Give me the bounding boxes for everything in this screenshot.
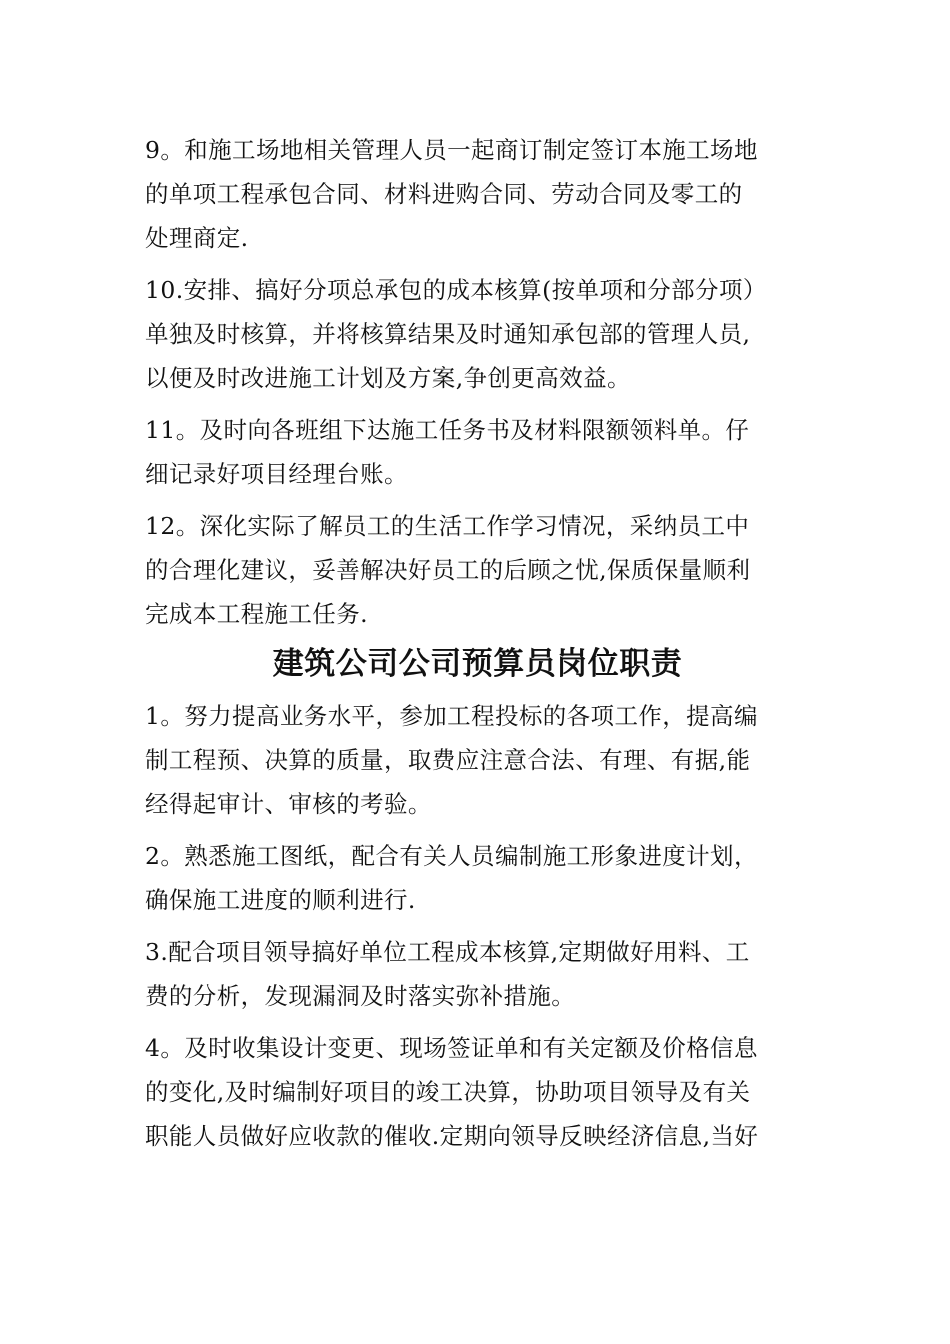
list-item-2 bbox=[145, 834, 810, 922]
list-item-4 bbox=[145, 1026, 810, 1158]
list-item-9 bbox=[145, 128, 810, 260]
list-item-1 bbox=[145, 694, 810, 826]
text-line: 以便及时改进施工计划及方案,争创更高效益。 bbox=[145, 364, 631, 392]
text-line: 12。深化实际了解员工的生活工作学习情况，采纳员工中 bbox=[145, 512, 750, 540]
section-heading: 建筑公司公司预算员岗位职责 bbox=[272, 646, 683, 682]
text-line: 确保施工进度的顺利进行. bbox=[145, 886, 416, 914]
text-line: 职能人员做好应收款的催收.定期向领导反映经济信息,当好 bbox=[145, 1122, 759, 1150]
text-line: 4。及时收集设计变更、现场签证单和有关定额及价格信息 bbox=[145, 1034, 758, 1062]
text-line: 细记录好项目经理台账。 bbox=[145, 460, 408, 488]
text-line: 9。和施工场地相关管理人员一起商订制定签订本施工场地 bbox=[145, 136, 758, 164]
section-1-list bbox=[145, 128, 810, 636]
list-item-12 bbox=[145, 504, 810, 636]
text-line: 的变化,及时编制好项目的竣工决算，协助项目领导及有关 bbox=[145, 1078, 751, 1106]
text-line: 单独及时核算，并将核算结果及时通知承包部的管理人员, bbox=[145, 320, 751, 348]
text-line: 1。努力提高业务水平，参加工程投标的各项工作，提高编 bbox=[145, 702, 758, 730]
list-item-10 bbox=[145, 268, 810, 400]
text-line: 2。熟悉施工图纸，配合有关人员编制施工形象进度计划， bbox=[145, 842, 758, 870]
section-2-list bbox=[145, 694, 810, 1158]
list-item-11 bbox=[145, 408, 810, 496]
list-item-3 bbox=[145, 930, 810, 1018]
text-line: 的单项工程承包合同、材料进购合同、劳动合同及零工的 bbox=[145, 180, 743, 208]
text-line: 10.安排、搞好分项总承包的成本核算(按单项和分部分项） bbox=[145, 276, 767, 304]
text-line: 3.配合项目领导搞好单位工程成本核算,定期做好用料、工 bbox=[145, 938, 750, 966]
text-line: 11。及时向各班组下达施工任务书及材料限额领料单。仔 bbox=[145, 416, 750, 444]
text-line: 费的分析，发现漏洞及时落实弥补措施。 bbox=[145, 982, 576, 1010]
text-line: 制工程预、决算的质量，取费应注意合法、有理、有据,能 bbox=[145, 746, 751, 774]
text-line: 经得起审计、审核的考验。 bbox=[145, 790, 432, 818]
document-body bbox=[145, 128, 810, 1166]
text-line: 完成本工程施工任务. bbox=[145, 600, 368, 628]
text-line: 的合理化建议，妥善解决好员工的后顾之忧,保质保量顺利 bbox=[145, 556, 751, 584]
text-line: 处理商定. bbox=[145, 224, 249, 252]
